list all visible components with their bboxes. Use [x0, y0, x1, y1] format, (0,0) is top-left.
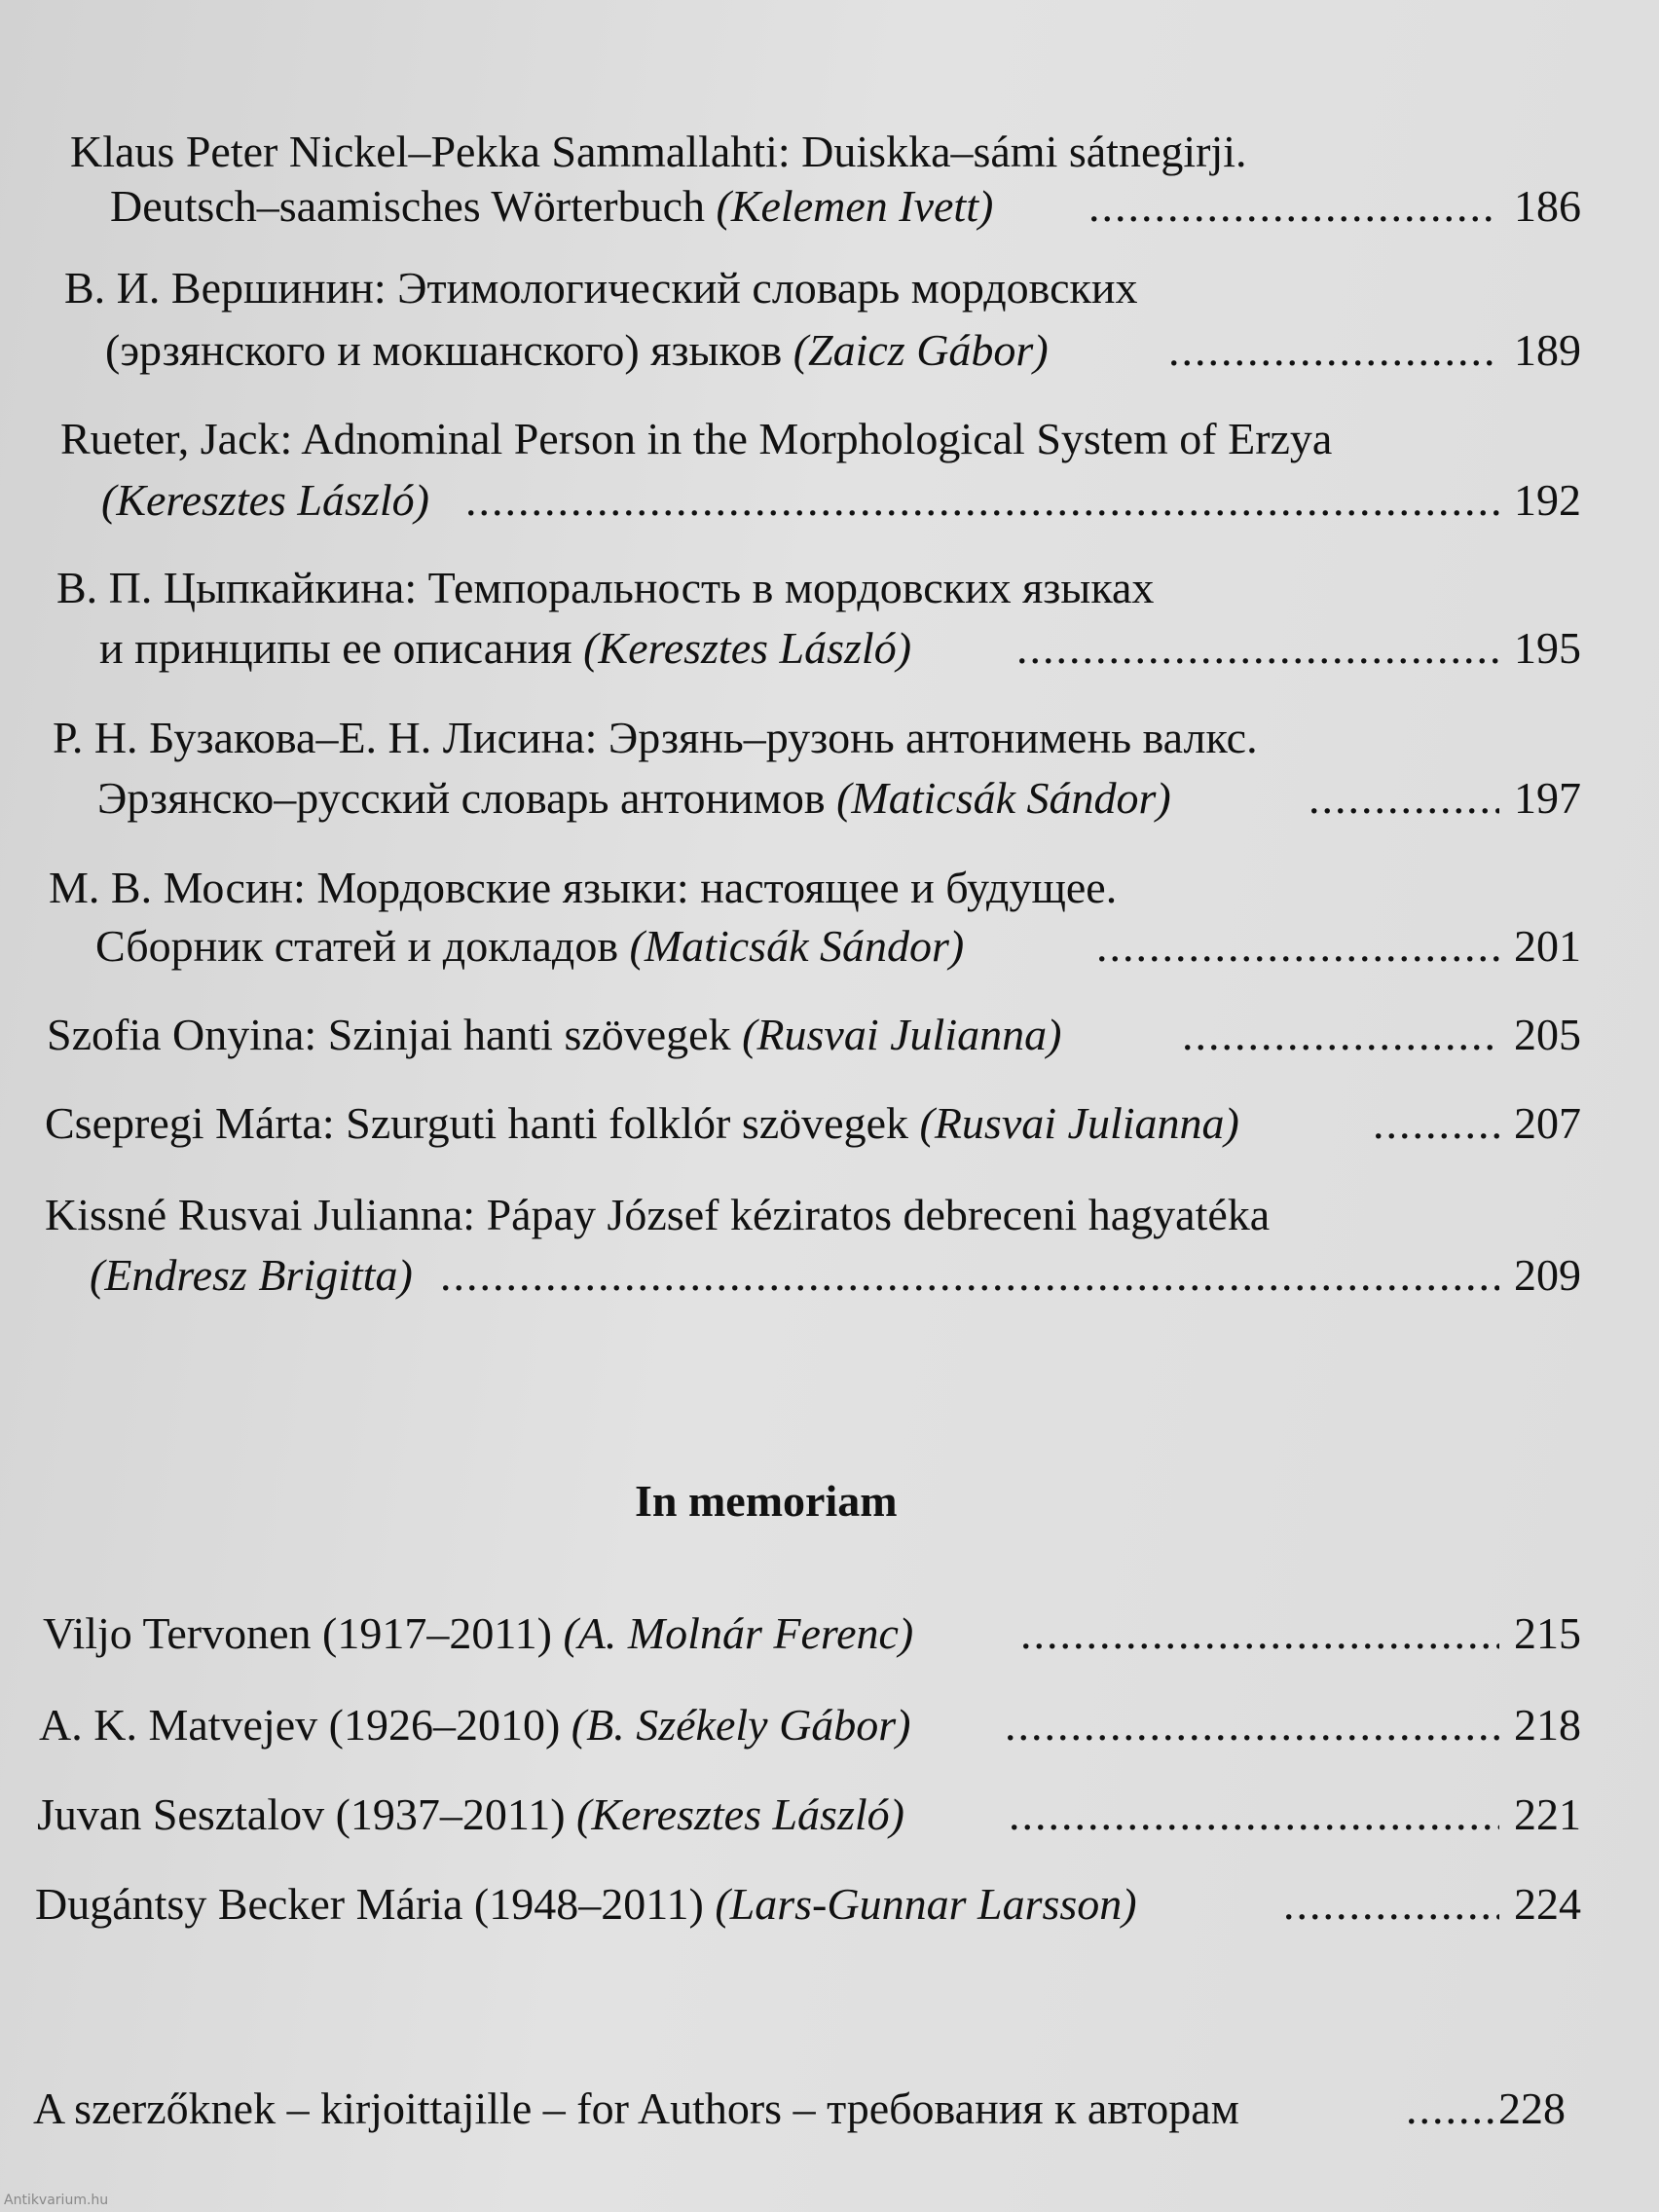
page-number: 207 [1514, 1098, 1581, 1148]
dot-leader [1009, 1789, 1499, 1840]
entry-title: Dugántsy Becker Mária (1948–2011) [35, 1879, 704, 1929]
page-number: 201 [1514, 921, 1581, 971]
entry-reviewer: (Keresztes László) [576, 1789, 904, 1839]
entry-title-cont: (эрзянского и мокшанского) языков [105, 325, 783, 375]
dot-leader [1373, 1098, 1499, 1149]
entry-title: Kissné Rusvai Julianna: Pápay József kéziratos debreceni hagyatéka [45, 1190, 1271, 1239]
entry-title: Juvan Sesztalov (1937–2011) [37, 1789, 566, 1839]
entry-reviewer: (B. Székely Gábor) [571, 1700, 911, 1750]
page-number: 186 [1514, 181, 1581, 231]
entry-title: Viljo Tervonen (1917–2011) [43, 1608, 552, 1658]
entry-title: Rueter, Jack: Adnominal Person in the Morphological System of Erzya [60, 414, 1333, 463]
page-number: 218 [1514, 1700, 1581, 1750]
dot-leader [1096, 921, 1499, 972]
entry-title: Szofia Onyina: Szinjai hanti szövegek [47, 1010, 731, 1059]
page-number: 192 [1514, 475, 1581, 525]
page-number: 209 [1514, 1250, 1581, 1300]
entry-title-cont: Deutsch–saamisches Wörterbuch [110, 181, 706, 231]
watermark: Antikvarium.hu [4, 2193, 109, 2208]
entry-reviewer: (Endresz Brigitta) [90, 1250, 413, 1300]
entry-title: A. K. Matvejev (1926–2010) [39, 1700, 561, 1750]
entry-title: A szerzőknek – kirjoittajille – for Authors – требования к авторам [33, 2083, 1239, 2133]
dot-leader [1020, 1608, 1499, 1659]
page-number: 228 [1498, 2083, 1566, 2133]
dot-leader [1168, 325, 1499, 376]
dot-leader [1283, 1879, 1499, 1930]
entry-title: В. И. Вершинин: Этимологический словарь мордовских [64, 263, 1138, 313]
entry-title: Csepregi Márta: Szurguti hanti folklór szövegek [45, 1098, 909, 1148]
entry-reviewer: (Kelemen Ivett) [716, 181, 994, 231]
page-number: 195 [1514, 623, 1581, 673]
entry-title: Klaus Peter Nickel–Pekka Sammallahti: Duiskka–sámi sátnegirji. [70, 127, 1247, 176]
page-number: 221 [1514, 1789, 1581, 1839]
page-number: 189 [1514, 325, 1581, 375]
entry-reviewer: (Keresztes László) [583, 623, 912, 673]
entry-reviewer: (Lars-Gunnar Larsson) [715, 1879, 1137, 1929]
page-number: 197 [1514, 773, 1581, 823]
entry-title-cont: Эрзянско–русский словарь антонимов [97, 773, 826, 823]
page-number: 215 [1514, 1608, 1581, 1658]
entry-title: М. В. Мосин: Мордовские языки: настоящее и будущее. [49, 863, 1118, 912]
entry-reviewer: (Zaicz Gábor) [793, 325, 1049, 375]
dot-leader [1088, 181, 1497, 232]
entry-title-cont: и принципы ее описания [99, 623, 572, 673]
dot-leader [465, 475, 1499, 526]
dot-leader [1309, 773, 1499, 824]
entry-reviewer: (Rusvai Julianna) [742, 1010, 1062, 1059]
entry-title: Р. Н. Бузакова–Е. Н. Лисина: Эрзянь–рузонь антонимень валкс. [53, 713, 1258, 762]
entry-reviewer: (Rusvai Julianna) [919, 1098, 1239, 1148]
entry-reviewer: (Keresztes László) [101, 475, 429, 525]
dot-leader [440, 1250, 1499, 1301]
entry-reviewer: (A. Molnár Ferenc) [563, 1608, 914, 1658]
page-number: 224 [1514, 1879, 1581, 1929]
dot-leader [1016, 623, 1499, 674]
entry-reviewer: (Maticsák Sándor) [836, 773, 1171, 823]
toc-page: Klaus Peter Nickel–Pekka Sammallahti: Duiskka–sámi sátnegirji. Deutsch–saamisches Wörterbuch (Kelemen Ivett) ..... 186 В. И. Вершинин: Этимологический словарь мордовских (эрзянского и мокшанского) языков (Zaicz Gábor) ..... 189 Rueter, Jack: Adnominal Person in the Morphological System of Erzya (Keresztes László) ..... 192 В. П. Цыпкайкина: Темпоральность в мордовских языках и принципы ее описания (Keresztes László) ..... 195 Р. Н. Бузакова–Е. Н. Лисина: Эрзянь–рузонь антонимень валкс. Эрзянско–русский словарь антонимов (Maticsák Sándor) ..... 197 М. В. Мосин: Мордовские языки: настоящее и будущее. Сборник статей и докладов (Maticsák Sándor) ..... 201 Szofia Onyina: Szinjai hanti szövegek (Rusvai Julianna) ..... 205 Csepregi Márta: Szurguti hanti folklór szövegek (Rusvai Julianna) ..... 207 Kissné Rusvai Julianna: Pápay József kéziratos debreceni hagyatéka (Endresz Brigitta) ..... 209 In memoriam Viljo Tervonen (1917–2011) (A. Molnár Ferenc) ..... 215 A. K. Matvejev (1926–2010) (B. Székely Gábor) ..... 218 Juvan Sesztalov (1937–2011) (Keresztes László) ..... 221 Dugántsy Becker Mária (1948–2011) (Lars-Gunnar Larsson) ..... 224 A szerzőknek – kirjoittajille – for Authors – требования к авторам ..... 228 Antikvarium.hu [0, 0, 1659, 2212]
page-number: 205 [1514, 1010, 1581, 1059]
entry-reviewer: (Maticsák Sándor) [629, 921, 965, 971]
dot-leader [1005, 1700, 1499, 1751]
entry-title: В. П. Цыпкайкина: Темпоральность в мордовских языках [56, 563, 1155, 612]
dot-leader [1182, 1010, 1499, 1060]
dot-leader [1406, 2083, 1497, 2134]
entry-title-cont: Сборник статей и докладов [95, 921, 619, 971]
